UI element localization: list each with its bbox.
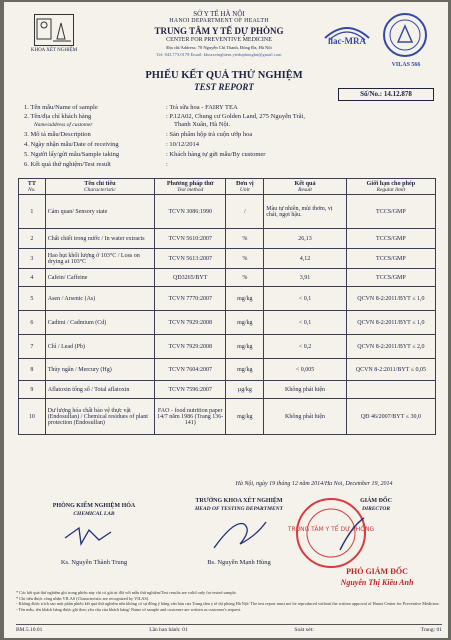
info-label-result: 6. Kết quả thử nghiệm/Test result [24, 161, 111, 168]
vilas-accreditation-seal-icon [382, 12, 428, 58]
report-number: Số/No.: 14.12.878 [338, 88, 434, 101]
footer-form: BM.5.10.01 [16, 627, 43, 633]
note-item: * Các kết quả thử nghiệm ghi trong phiếu này chỉ có giá trị đối với mẫu thử nghiệm/Test results are valid only for tested sample. [16, 590, 237, 595]
info-value-description: : Sản phẩm hộp trà cuộn ướp hoa [166, 131, 253, 138]
table-row: 10 Dư lượng hóa chất bảo vệ thực vật (Endosulfan) / Chemical residues of plant protection (Endosulfan) FAO - food nutrition paper 14/7 năm 1986 (Trang 136-141) mg/kg Không phát hiện QĐ 46/2007/BYT ≤ 30,0 [19, 399, 436, 435]
info-label-customer: 2. Tên/địa chỉ khách hàng [24, 113, 92, 120]
info-value-customer-2: Thanh Xuân, Hà Nội. [174, 121, 231, 128]
ilac-label: ilac-MRA [328, 36, 366, 46]
table-row: 5 Asen / Arsenic (As) TCVN 7770:2007 mg/kg < 0,1 QCVN 8-2:2011/BYT ≤ 1,0 [19, 287, 436, 311]
head-signature-icon [204, 514, 274, 554]
stamp-text: TRUNG TÂM Y TẾ DỰ PHÒNG [287, 526, 375, 533]
center-name: TRUNG TÂM Y TẾ DỰ PHÒNG [154, 26, 284, 36]
lab-logo-icon [34, 14, 74, 46]
vilas-label: VILAS 566 [391, 62, 421, 68]
center-address: Địa chỉ/Address: 70 Nguyễn Chí Thanh, Đống Đa, Hà Nội [166, 45, 272, 50]
table-row: 7 Chì / Lead (Pb) TCVN 7929:2008 mg/kg < 0,2 QCVN 8-2:2011/BYT ≤ 2,0 [19, 335, 436, 359]
col-header-no: TT No. [19, 179, 46, 195]
director-title-en: DIRECTOR [361, 506, 391, 512]
director-title: GIÁM ĐỐC [360, 498, 392, 504]
info-label-sample: 1. Tên mẫu/Name of sample [24, 104, 98, 111]
notes [16, 590, 442, 612]
note-item: - Không được trích sao một phần phiếu kết quả thử nghiệm nếu không có sự đồng ý bằng văn bản của Trung tâm y tế dự phòng Hà Nội/ The test report must not be reproduced without the written approval of Hanoi Center for Preventive Medicine. [16, 601, 440, 606]
report-title: PHIẾU KẾT QUẢ THỬ NGHIỆM [145, 70, 303, 81]
department-name: SỞ Y TẾ HÀ NỘI [193, 10, 245, 18]
official-stamp-icon [287, 496, 375, 570]
lab-signature-icon [59, 522, 119, 550]
report-subtitle: TEST REPORT [194, 82, 254, 92]
info-label-description: 3. Mô tả mẫu/Description [24, 131, 91, 138]
lab-title: PHÒNG KIỂM NGHIỆM HÓA [52, 503, 136, 509]
test-report-document [4, 2, 448, 638]
table-row: 3 Hao hụt khối lượng ở 103°C / Loss on drying at 103°C TCVN 5613:2007 % 4,12 TCCS/GMP [19, 249, 436, 269]
lab-title-en: CHEMICAL LAB [73, 511, 115, 517]
info-value-result: : [166, 161, 168, 168]
logo-label: KHOA XÉT NGHIỆM [30, 48, 78, 53]
center-contact: Tel: 043.773.0178 Email: khoaxetnghiem.yteduphonghn@gmail.com [156, 52, 282, 57]
info-label-date: 4. Ngày nhận mẫu/Date of receiving [24, 141, 119, 148]
head-signer-name: Bs. Nguyễn Mạnh Hùng [207, 559, 271, 566]
lab-signer-name: Ks. Nguyễn Thành Trung [60, 559, 128, 566]
table-row: 6 Cadimi / Cadmium (Cd) TCVN 7929:2008 mg/kg < 0,1 QCVN 8-2:2011/BYT ≤ 1,0 [19, 311, 436, 335]
footer-issue: Lần ban hành: 01 [149, 627, 188, 633]
signature-date: Hà Nội, ngày 19 tháng 12 năm 2014/Ha Noi, December 19, 2014 [235, 481, 393, 487]
table-row: 4 Cafein/ Caffeine QĐ3265/BYT % 3,91 TCCS/GMP [19, 269, 436, 287]
info-value-customer: : P.12A02, Chung cư Golden Land, 275 Nguyễn Trãi, [166, 113, 305, 120]
results-table [18, 178, 436, 435]
info-value-sampler: : Khách hàng tự gửi mẫu/By customer [166, 151, 266, 158]
footer-revision: Soát xét: [294, 627, 314, 633]
department-name-en: HANOI DEPARTMENT OF HEALTH [169, 18, 269, 24]
info-value-date: : 10/12/2014 [166, 141, 200, 148]
col-header-unit: Đơn vị Unit [226, 179, 264, 195]
table-row: 2 Chất chiết trong nước / In water extracts TCVN 5610:2007 % 26,13 TCCS/GMP [19, 229, 436, 249]
vice-director-title: PHÓ GIÁM ĐỐC [346, 567, 408, 576]
note-item: - Tên mẫu, tên khách hàng được ghi theo yêu cầu của khách hàng/ Name of sample and customer are written as customer's request. [16, 606, 242, 612]
center-name-en: CENTER FOR PREVENTIVE MEDICINE [166, 37, 272, 43]
col-header-limit: Giới hạn cho phép Regulat limit [346, 179, 435, 195]
info-value-sample: : Trà sữa hoa - FAIRY TEA [166, 104, 238, 111]
vice-director-name: Nguyễn Thị Kiều Anh [340, 578, 414, 587]
table-row: 8 Thủy ngân / Mercury (Hg) TCVN 7604:2007 mg/kg < 0,005 QCVN 8-2:2011/BYT ≤ 0,05 [19, 359, 436, 381]
footer-page: Trang: 01 [420, 627, 442, 633]
col-header-result: Kết quả Result [264, 179, 347, 195]
head-title-en: HEAD OF TESTING DEPARTMENT [195, 506, 283, 512]
col-header-characteristic: Tên chỉ tiêu Characteristic [45, 179, 154, 195]
table-header-row [19, 179, 436, 195]
col-header-method: Phương pháp thử Test method [155, 179, 226, 195]
info-sublabel-customer: Name/address of customer [34, 122, 93, 128]
table-row: 9 Aflatoxin tổng số / Total aflatoxin TCVN 7596:2007 µg/kg Không phát hiện [19, 381, 436, 399]
info-label-sampler: 5. Người lấy/gửi mẫu/Sample taking [24, 151, 120, 158]
footer [16, 624, 442, 633]
note-item: * Chỉ tiêu được công nhận VILAS (Characteristic are recognized by VILAS). [16, 595, 150, 601]
table-row: 1 Cảm quan/ Sensory state TCVN 3086:1990 / Màu tự nhiên, mùi thơm, vị chát, ngọt hậu. TCCS/GMP [19, 195, 436, 229]
head-title: TRƯỞNG KHOA XÉT NGHIỆM [195, 498, 283, 504]
